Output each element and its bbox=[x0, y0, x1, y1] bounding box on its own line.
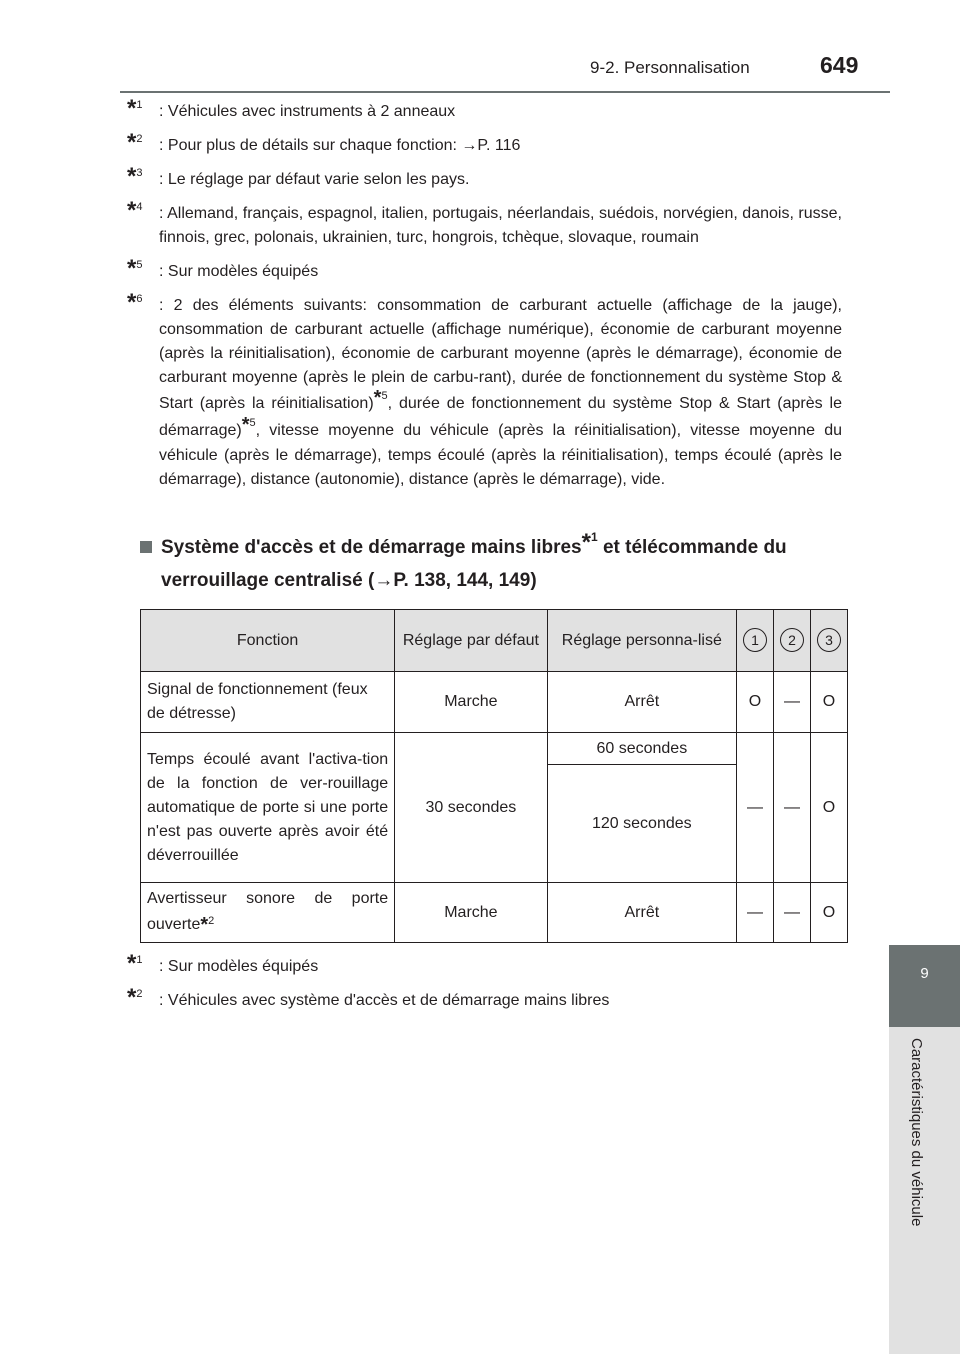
asterisk-icon: * bbox=[127, 129, 137, 156]
circled-3-icon: 3 bbox=[817, 628, 841, 652]
asterisk-icon: * bbox=[127, 984, 137, 1011]
settings-table bbox=[140, 609, 848, 943]
asterisk-icon: * bbox=[127, 950, 137, 977]
table-row: Signal de fonctionnement (feux de détresse) Marche Arrêt O — O bbox=[141, 672, 848, 733]
footnote-bottom-2: *$^2$ : Véhicules avec système d'accès et de démarrage mains libres bbox=[127, 984, 610, 1011]
page-number: 649 bbox=[820, 52, 859, 78]
asterisk-icon: * bbox=[200, 914, 209, 936]
asterisk-icon: * bbox=[581, 529, 591, 556]
asterisk-icon: * bbox=[127, 197, 137, 224]
table-row: Temps écoulé avant l'activa-tion de la fonction de ver-rouillage automatique de porte si une porte n'est pas ouverte après avoir été déverrouillée 30 secondes 60 secondes — — O bbox=[141, 733, 848, 765]
chapter-number: 9 bbox=[920, 965, 929, 982]
header-custom: Réglage personna-lisé bbox=[547, 610, 736, 672]
asterisk-icon: * bbox=[127, 163, 137, 190]
section-heading: Système d'accès et de démarrage mains libres*$^1$ et télécommande du verrouillage centralisé (→P. 138, 144, 149) bbox=[140, 530, 850, 597]
header-col-2 bbox=[773, 610, 810, 672]
table-row: Avertisseur sonore de porte ouverte*$^2$ Marche Arrêt — — O bbox=[141, 883, 848, 943]
asterisk-icon: * bbox=[241, 414, 250, 436]
footnote-1: *$^1$ : Véhicules avec instruments à 2 anneaux bbox=[127, 95, 456, 122]
asterisk-icon: * bbox=[127, 95, 137, 122]
footnotes-top bbox=[127, 95, 842, 502]
table-header-row bbox=[141, 610, 848, 672]
header-divider bbox=[120, 91, 890, 93]
footnote-bottom-1: *$^1$ : Sur modèles équipés bbox=[127, 950, 319, 977]
footnote-6: *$^6$ : 2 des éléments suivants: consommation de carburant actuelle (affichage de la jauge), consommation de carburant actuelle (affichage numérique), économie de carburant moyenne (après la réinitialisation), économie de carburant moyenne (après le démarrage), économie de carburant moyenne (après le plein de carbu-rant), durée de fonctionnement du système Stop & Start (après la réinitialisation)*$^5$, durée de fonctionnement du système Stop & Start (après le démarrage)*$^5$, vitesse moyenne du véhicule (après la réinitialisation), vitesse moyenne du véhicule (après le démarrage), temps écoulé (après la réinitialisation), temps écoulé (après le démarrage), distance (autonomie), distance (après le démarrage), vide. bbox=[127, 289, 842, 488]
header-col-1 bbox=[736, 610, 773, 672]
table-row: 120 secondes bbox=[141, 765, 848, 883]
header-default: Réglage par défaut bbox=[395, 610, 548, 672]
footnote-3: *$^3$ : Le réglage par défaut varie selon les pays. bbox=[127, 163, 470, 190]
circled-2-icon: 2 bbox=[780, 628, 804, 652]
footnotes-bottom bbox=[127, 950, 842, 1023]
chapter-tab[interactable] bbox=[889, 945, 960, 1027]
asterisk-icon: * bbox=[373, 387, 382, 409]
header-function: Fonction bbox=[141, 610, 395, 672]
footnote-4: *$^4$ : Allemand, français, espagnol, italien, portugais, néerlandais, suédois, norvégien, danois, russe, finnois, grec, polonais, ukrainien, turc, hongrois, tchèque, slovaque, roumain bbox=[127, 197, 842, 246]
section-title: 9-2. Personnalisation bbox=[590, 58, 750, 77]
page-header bbox=[0, 0, 960, 92]
footnote-5: *$^5$ : Sur modèles équipés bbox=[127, 255, 319, 282]
chapter-label: Caractéristiques du véhicule bbox=[908, 1038, 925, 1227]
square-bullet-icon bbox=[140, 541, 152, 553]
asterisk-icon: * bbox=[127, 255, 137, 282]
circled-1-icon: 1 bbox=[743, 628, 767, 652]
asterisk-icon: * bbox=[127, 289, 137, 316]
header-col-3 bbox=[810, 610, 847, 672]
footnote-2: *$^2$ : Pour plus de détails sur chaque fonction: →P. 116 bbox=[127, 129, 521, 156]
